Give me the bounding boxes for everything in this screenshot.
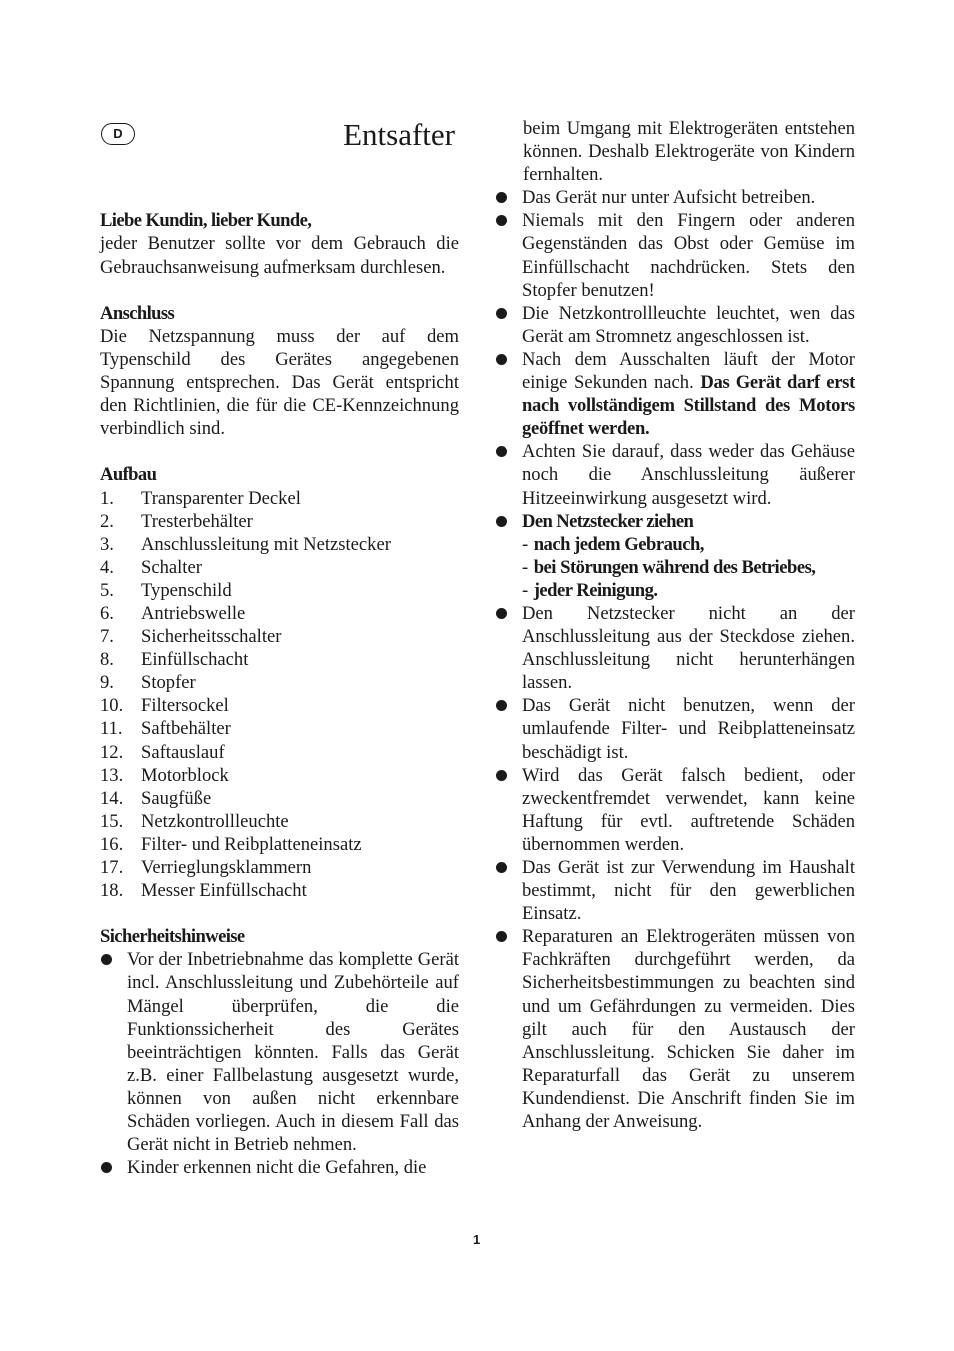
item-number: 7. [100, 626, 114, 648]
item-label: Typenschild [141, 579, 232, 601]
language-badge: D [101, 123, 135, 145]
safety-list-left [100, 948, 459, 1179]
item-label: Messer Einfüllschacht [141, 880, 307, 902]
item-label: Antriebswelle [141, 602, 246, 624]
sub-item-label: bei Störungen während des Betriebes, [533, 556, 816, 578]
list-item: Kinder erkennen nicht die Gefahren, die [100, 1156, 459, 1179]
unplug-heading: Den Netzstecker ziehen [522, 510, 694, 532]
anschluss-heading: Anschluss [100, 302, 175, 324]
safety-heading: Sicherheitshinweise [100, 926, 245, 948]
list-item: Das Gerät nicht benutzen, wenn der umlaufende Filter- und Reibplatteneinsatz beschädigt ist. [495, 694, 855, 763]
sub-item [522, 556, 855, 579]
item-number: 3. [100, 533, 114, 555]
item-label: Netzkontrollleuchte [141, 810, 289, 832]
list-item: Den Netzstecker nicht an der Anschlussleitung aus der Steckdose ziehen. Anschlussleitung nicht herunterhängen lassen. [495, 602, 855, 694]
right-column [495, 117, 855, 1133]
aufbau-heading: Aufbau [100, 464, 157, 486]
item-label: Saftauslauf [141, 741, 225, 763]
intro-heading: Liebe Kundin, lieber Kunde, [100, 210, 312, 232]
sub-item [522, 533, 855, 556]
sub-item [522, 579, 855, 602]
list-item [100, 694, 459, 717]
dash-mark: - [522, 533, 528, 555]
item-label: Einfüllschacht [141, 649, 249, 671]
item-number: 15. [100, 810, 124, 832]
item-number: 8. [100, 649, 114, 671]
anschluss-text: Die Netzspannung muss der auf dem Typenschild des Gerätes angegebenen Spannung entsprechen. Das Gerät entspricht den Richtlinien, die für die CE-Kennzeichnung verbindlich sind. [100, 325, 459, 440]
list-item [100, 787, 459, 810]
item-label: Tresterbehälter [141, 510, 253, 532]
list-item: Das Gerät nur unter Aufsicht betreiben. [495, 186, 855, 209]
item-label: Saugfüße [141, 787, 212, 809]
list-item: Reparaturen an Elektrogeräten müssen von Fachkräften durchgeführt werden, da Sicherheitsbestimmungen zu beachten sind und um Gefährdungen zu vermeiden. Dies gilt auch für den Austausch der Anschlussleitung. Schicken Sie daher im Reparaturfall das Gerät zu unserem Kundendienst. Die Anschrift finden Sie im Anhang der Anweisung. [495, 925, 855, 1133]
list-item [100, 810, 459, 833]
sub-item-label: jeder Reinigung. [533, 579, 658, 601]
item-label: Stopfer [141, 672, 196, 694]
item-number: 9. [100, 672, 114, 694]
page-number: 1 [473, 1232, 481, 1247]
item-number: 2. [100, 510, 114, 532]
item-label: Verrieglungsklammern [141, 857, 312, 878]
list-item [100, 533, 459, 556]
item-number: 18. [100, 880, 124, 902]
list-item [100, 764, 459, 787]
dash-mark: - [522, 556, 528, 578]
item-label: Filtersockel [141, 695, 229, 717]
item-number: 12. [100, 741, 124, 763]
list-item: Vor der Inbetriebnahme das komplette Gerät incl. Anschlussleitung und Zubehörteile auf Mängel überprüfen, die die Funktionssicherheit des Gerätes beeinträchtigen könnten. Falls das Gerät z.B. einer Fallbelastung ausgesetzt wurde, können von außen nicht erkennbare Schäden vorliegen. Auch in diesem Fall das Gerät nicht in Betrieb nehmen. [100, 948, 459, 1156]
list-item [100, 879, 459, 902]
motor-text: Nach dem Ausschalten läuft der Motor einige Sekunden nach. [522, 348, 855, 394]
list-item [100, 856, 459, 879]
list-item [495, 510, 855, 602]
list-item: Wird das Gerät falsch bedient, oder zweckentfremdet verwendet, kann keine Haftung für evtl. auftretende Schäden übernommen werden. [495, 764, 855, 856]
parts-list [100, 487, 459, 903]
item-number: 17. [100, 857, 124, 878]
item-number: 5. [100, 579, 114, 601]
item-number: 6. [100, 602, 114, 624]
list-item [495, 348, 855, 440]
motor-warning: Das Gerät darf erst nach vollständigem Stillstand des Motors geöffnet werden. [522, 372, 855, 440]
list-item [100, 556, 459, 579]
list-item [100, 487, 459, 510]
item-number: 16. [100, 833, 124, 855]
list-item [100, 833, 459, 856]
list-item [100, 602, 459, 625]
dash-mark: - [522, 579, 528, 601]
list-item: Achten Sie darauf, dass weder das Gehäuse noch die Anschlussleitung äußerer Hitzeeinwirkung ausgesetzt wird. [495, 440, 855, 509]
item-label: Saftbehälter [141, 718, 231, 740]
intro-text: jeder Benutzer sollte vor dem Gebrauch die Gebrauchsanweisung aufmerksam durchlesen. [100, 233, 459, 278]
item-number: 14. [100, 787, 124, 809]
list-item [100, 579, 459, 602]
list-item [100, 648, 459, 671]
item-label: Sicherheitsschalter [141, 626, 282, 648]
list-item: Die Netzkontrollleuchte leuchtet, wen das Gerät am Stromnetz angeschlossen ist. [495, 302, 855, 348]
list-item [100, 625, 459, 648]
item-number: 13. [100, 764, 124, 786]
item-label: Schalter [141, 556, 202, 578]
item-number: 11. [100, 718, 123, 740]
page-title: Entsafter [343, 117, 455, 152]
list-item [100, 717, 459, 740]
list-item [100, 671, 459, 694]
list-item: Das Gerät ist zur Verwendung im Haushalt bestimmt, nicht für den gewerblichen Einsatz. [495, 856, 855, 925]
item-label: Motorblock [141, 764, 229, 786]
safety-list-right [495, 186, 855, 1133]
sub-item-label: nach jedem Gebrauch, [533, 533, 704, 555]
item-label: Transparenter Deckel [141, 487, 301, 509]
item-number: 4. [100, 556, 114, 578]
item-number: 10. [100, 695, 124, 717]
item-label: Anschlussleitung mit Netzstecker [141, 533, 391, 555]
list-item-continuation: beim Umgang mit Elektrogeräten entstehen können. Deshalb Elektrogeräte von Kindern fernhalten. [523, 118, 855, 186]
list-item [100, 510, 459, 533]
left-column [100, 117, 459, 1179]
list-item [100, 741, 459, 764]
item-number: 1. [100, 487, 114, 509]
item-label: Filter- und Reibplatteneinsatz [141, 833, 362, 855]
list-item: Niemals mit den Fingern oder anderen Gegenständen das Obst oder Gemüse im Einfüllschacht nachdrücken. Stets den Stopfer benutzen! [495, 209, 855, 301]
